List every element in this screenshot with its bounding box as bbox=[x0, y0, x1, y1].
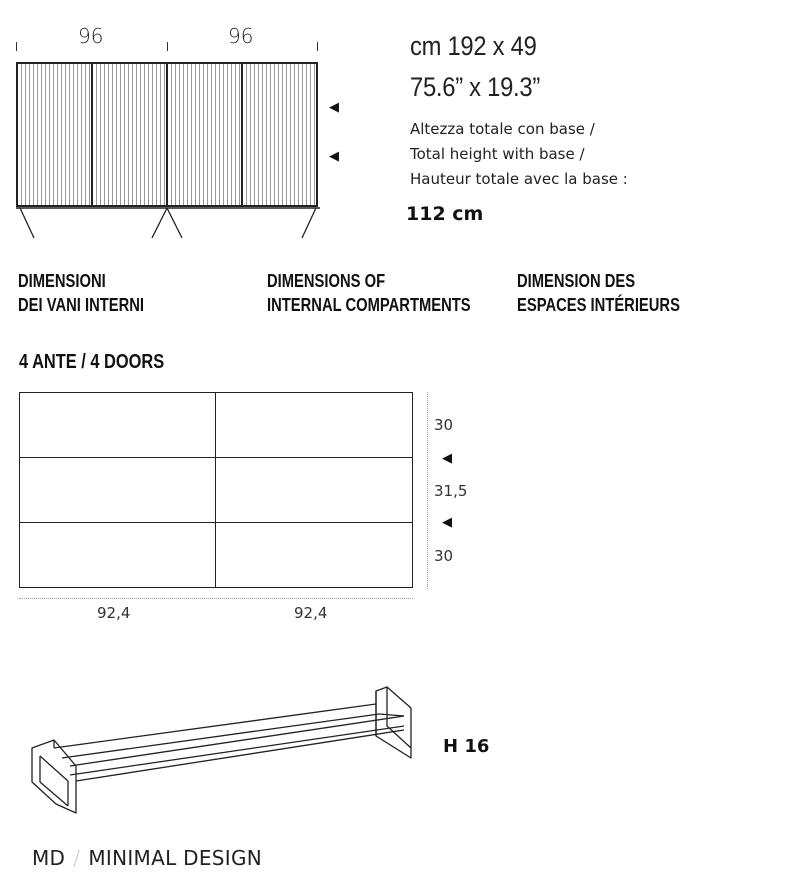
compartment-cell bbox=[216, 523, 412, 587]
size-cm: cm 192 x 49 bbox=[410, 31, 537, 61]
compartment-grid bbox=[19, 392, 413, 588]
total-height-value: 112 cm bbox=[406, 203, 484, 225]
base-frame-illustration bbox=[26, 686, 426, 816]
heading-french bbox=[517, 269, 680, 317]
heading-english-line2: INTERNAL COMPARTMENTS bbox=[267, 295, 471, 315]
dimension-tick-right bbox=[317, 42, 318, 51]
column-width-left: 92,4 bbox=[97, 604, 131, 622]
heading-italian bbox=[18, 269, 144, 317]
arrow-left-icon: ◀ bbox=[329, 100, 339, 115]
height-note-en: Total height with base / bbox=[410, 145, 585, 163]
compartment-cell bbox=[20, 523, 216, 587]
compartment-cell bbox=[216, 458, 412, 523]
door-panel-2 bbox=[93, 64, 168, 205]
width-label-right: 96 bbox=[228, 24, 254, 48]
size-inches: 75.6” x 19.3” bbox=[410, 72, 540, 102]
brand-code: MD bbox=[32, 846, 66, 870]
heading-french-line1: DIMENSION DES bbox=[517, 271, 636, 291]
arrow-left-icon: ◀ bbox=[442, 515, 452, 530]
configuration-title: 4 ANTE / 4 DOORS bbox=[19, 351, 165, 373]
brand-footer bbox=[32, 846, 262, 870]
door-panel-4 bbox=[243, 64, 316, 205]
row-height-top: 30 bbox=[434, 416, 454, 434]
heading-french-line2: ESPACES INTÉRIEURS bbox=[517, 295, 680, 315]
height-note-fr: Hauteur totale avec la base : bbox=[410, 170, 628, 188]
width-label-left: 96 bbox=[78, 24, 104, 48]
door-panel-1 bbox=[18, 64, 93, 205]
heading-italian-line2: DEI VANI INTERNI bbox=[18, 295, 145, 315]
arrow-left-icon: ◀ bbox=[442, 451, 452, 466]
brand-separator: / bbox=[73, 846, 81, 870]
column-width-right: 92,4 bbox=[294, 604, 328, 622]
dimension-tick-center bbox=[167, 42, 168, 51]
door-panel-3 bbox=[168, 64, 243, 205]
height-note-it: Altezza totale con base / bbox=[410, 120, 595, 138]
compartment-cell bbox=[20, 458, 216, 523]
arrow-left-icon: ◀ bbox=[329, 149, 339, 164]
brand-name: MINIMAL DESIGN bbox=[88, 846, 263, 870]
heading-italian-line1: DIMENSIONI bbox=[18, 271, 106, 291]
row-height-middle: 31,5 bbox=[434, 482, 468, 500]
width-guide-line bbox=[19, 598, 413, 599]
dimension-tick-left bbox=[16, 42, 17, 51]
height-note bbox=[410, 117, 628, 192]
sideboard-front-view bbox=[16, 62, 318, 207]
height-guide-line bbox=[427, 392, 428, 589]
base-height-label: H 16 bbox=[443, 736, 490, 757]
heading-english-line1: DIMENSIONS OF bbox=[267, 271, 386, 291]
row-height-bottom: 30 bbox=[434, 547, 454, 565]
sideboard-base-legs bbox=[14, 205, 324, 243]
heading-english bbox=[267, 269, 471, 317]
compartment-cell bbox=[216, 393, 412, 458]
compartment-cell bbox=[20, 393, 216, 458]
